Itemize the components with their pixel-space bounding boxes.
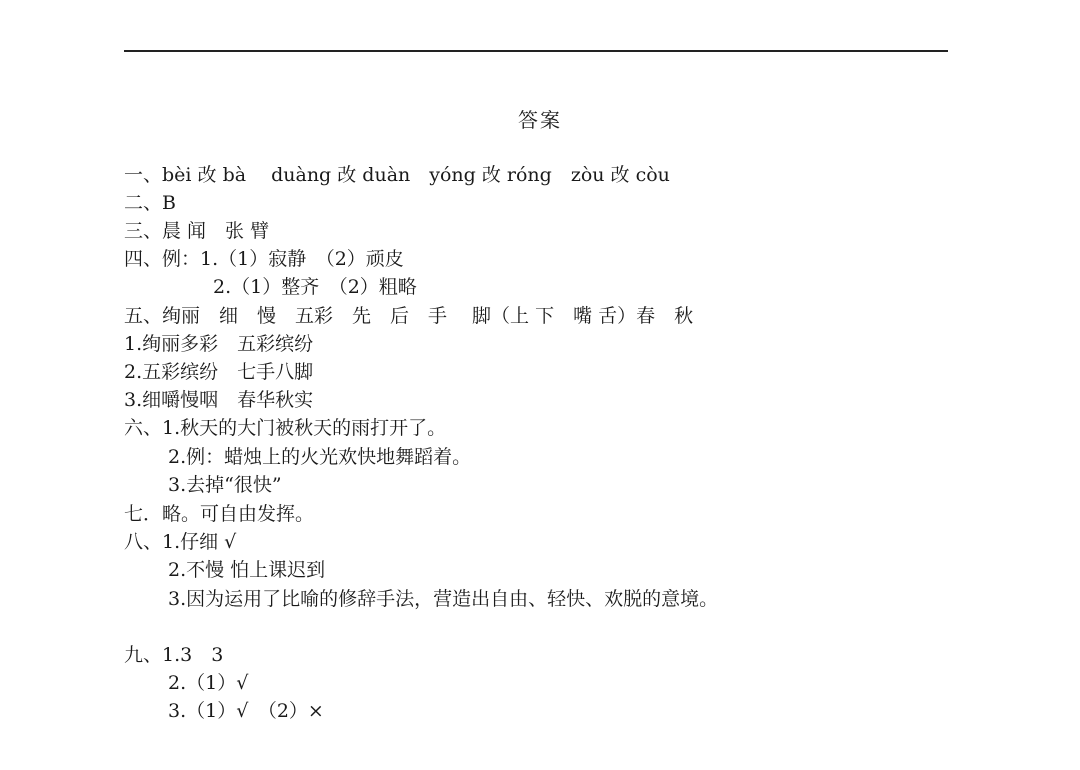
answer-line-18: 2.（1）√: [168, 672, 249, 694]
answer-line-14: 八、1.仔细 √: [124, 531, 237, 553]
answer-line-15: 2.不慢 怕上课迟到: [168, 559, 326, 581]
answer-line-6: 五、绚丽 细 慢 五彩 先 后 手 脚（上 下 嘴 舌）春 秋: [124, 305, 694, 327]
answer-line-3: 三、晨 闻 张 臂: [124, 220, 270, 242]
answer-line-19: 3.（1）√ （2）×: [168, 700, 324, 722]
answer-line-16: 3.因为运用了比喻的修辞手法，营造出自由、轻快、欢脱的意境。: [168, 588, 719, 610]
top-rule: [124, 50, 948, 52]
answer-line-7: 1.绚丽多彩 五彩缤纷: [124, 333, 314, 355]
answer-line-2: 二、B: [124, 192, 176, 214]
answer-line-5: 2.（1）整齐 （2）粗略: [213, 276, 417, 298]
answer-line-9: 3.细嚼慢咽 春华秋实: [124, 389, 314, 411]
answer-line-13: 七．略。可自由发挥。: [124, 503, 315, 525]
answer-line-17: 九、1.3 3: [124, 644, 224, 666]
answer-line-10: 六、1.秋天的大门被秋天的雨打开了。: [124, 417, 447, 439]
answer-line-12: 3.去掉“很快”: [168, 474, 282, 496]
page-title: 答案: [518, 108, 562, 132]
answer-line-4: 四、例：1.（1）寂静 （2）顽皮: [124, 248, 404, 270]
answer-line-1: 一、bèi 改 bà duàng 改 duàn yóng 改 róng zòu 改 còu: [124, 164, 670, 186]
answer-line-8: 2.五彩缤纷 七手八脚: [124, 361, 314, 383]
answer-line-11: 2.例：蜡烛上的火光欢快地舞蹈着。: [168, 446, 472, 468]
